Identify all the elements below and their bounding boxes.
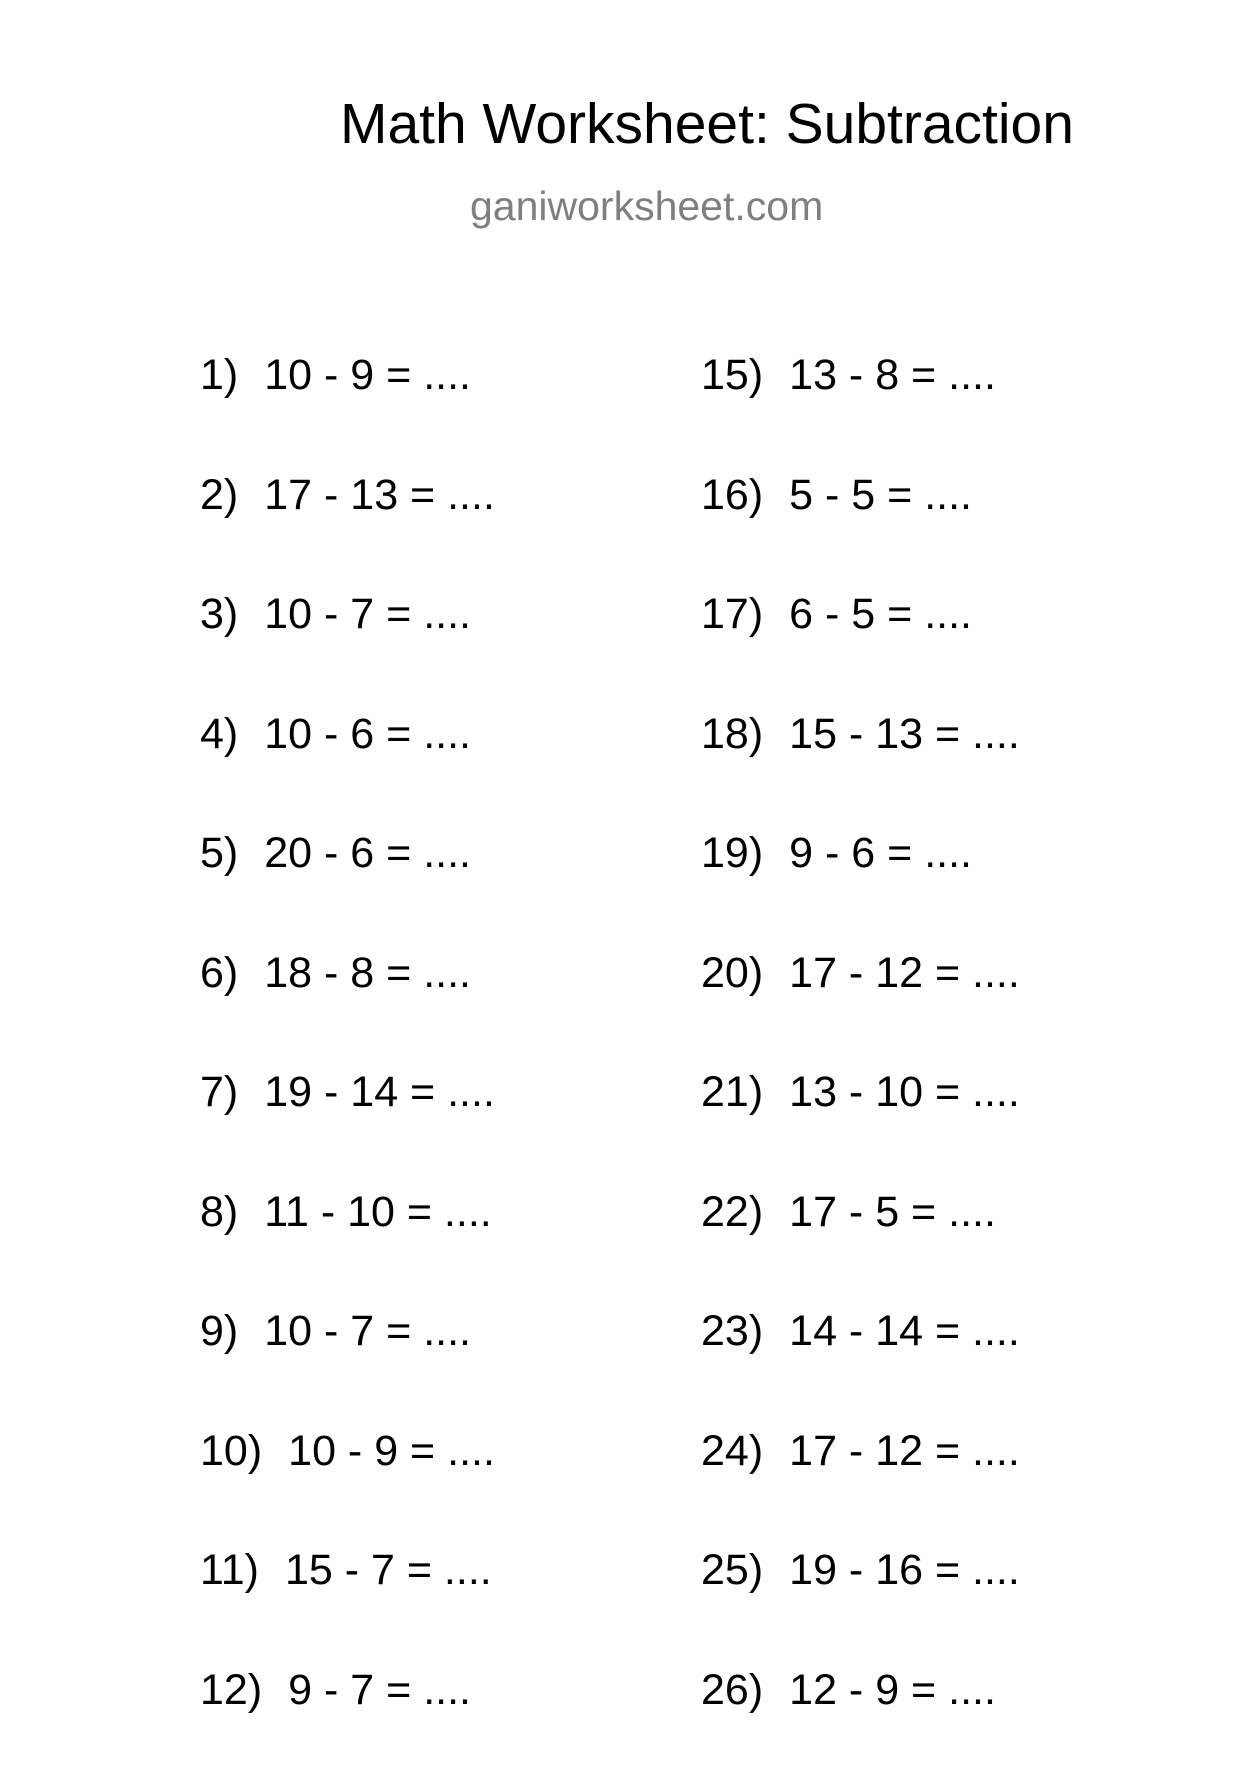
problem-expression: 17 - 5 = .... (789, 1191, 996, 1234)
problem-number: 18) (701, 713, 763, 756)
problem-number: 6) (200, 952, 238, 995)
problem-expression: 10 - 6 = .... (264, 713, 471, 756)
problem-item (200, 593, 495, 713)
problem-expression: 10 - 9 = .... (264, 354, 471, 397)
problem-item (701, 474, 1020, 594)
problem-number: 16) (701, 474, 763, 517)
problem-number: 5) (200, 832, 238, 875)
problem-item (701, 1191, 1020, 1311)
problem-expression: 5 - 5 = .... (789, 474, 972, 517)
problem-number: 12) (200, 1669, 262, 1712)
problem-item (701, 1071, 1020, 1191)
problem-item (701, 713, 1020, 833)
problem-item (200, 1191, 495, 1311)
left-problem-column (200, 354, 495, 1788)
problem-expression: 9 - 6 = .... (789, 832, 972, 875)
problem-item (200, 713, 495, 833)
problem-number: 22) (701, 1191, 763, 1234)
problem-item (200, 354, 495, 474)
problem-expression: 10 - 7 = .... (264, 1310, 471, 1353)
problem-number: 2) (200, 474, 238, 517)
problem-item (701, 1430, 1020, 1550)
problem-expression: 14 - 14 = .... (789, 1310, 1020, 1353)
problem-expression: 17 - 12 = .... (789, 1430, 1020, 1473)
problem-number: 9) (200, 1310, 238, 1353)
problem-expression: 13 - 10 = .... (789, 1071, 1020, 1114)
problem-expression: 17 - 12 = .... (789, 952, 1020, 995)
right-problem-column (701, 354, 1020, 1788)
problem-number: 4) (200, 713, 238, 756)
problem-number: 7) (200, 1071, 238, 1114)
problem-item (200, 1549, 495, 1669)
problem-number: 26) (701, 1669, 763, 1712)
problem-item (200, 952, 495, 1072)
problem-number: 21) (701, 1071, 763, 1114)
problem-number: 19) (701, 832, 763, 875)
problem-expression: 10 - 7 = .... (264, 593, 471, 636)
problem-item (200, 1310, 495, 1430)
website-label: ganiworksheet.com (470, 186, 823, 227)
problem-item (701, 1310, 1020, 1430)
problem-number: 8) (200, 1191, 238, 1234)
problem-item (701, 354, 1020, 474)
problem-number: 24) (701, 1430, 763, 1473)
problem-item (701, 832, 1020, 952)
problem-item (200, 474, 495, 594)
problem-number: 25) (701, 1549, 763, 1592)
problem-item (701, 952, 1020, 1072)
problem-item (701, 1549, 1020, 1669)
problem-number: 23) (701, 1310, 763, 1353)
problem-item (200, 1430, 495, 1550)
problem-expression: 9 - 7 = .... (288, 1669, 471, 1712)
problem-expression: 12 - 9 = .... (789, 1669, 996, 1712)
problem-expression: 18 - 8 = .... (264, 952, 471, 995)
problem-expression: 13 - 8 = .... (789, 354, 996, 397)
problem-expression: 20 - 6 = .... (264, 832, 471, 875)
problem-expression: 15 - 7 = .... (285, 1549, 492, 1592)
problem-expression: 10 - 9 = .... (288, 1430, 495, 1473)
problem-expression: 17 - 13 = .... (264, 474, 495, 517)
worksheet-title: Math Worksheet: Subtraction (340, 96, 1074, 153)
problem-item (200, 1669, 495, 1788)
problem-number: 11) (200, 1549, 259, 1592)
problem-item (701, 1669, 1020, 1788)
problem-number: 10) (200, 1430, 262, 1473)
problem-expression: 19 - 14 = .... (264, 1071, 495, 1114)
problem-number: 1) (200, 354, 238, 397)
problem-item (701, 593, 1020, 713)
problem-expression: 15 - 13 = .... (789, 713, 1020, 756)
problem-expression: 19 - 16 = .... (789, 1549, 1020, 1592)
problem-number: 17) (701, 593, 763, 636)
problem-expression: 11 - 10 = .... (264, 1191, 491, 1234)
problem-expression: 6 - 5 = .... (789, 593, 972, 636)
problem-item (200, 1071, 495, 1191)
problem-number: 15) (701, 354, 763, 397)
problem-number: 3) (200, 593, 238, 636)
problem-item (200, 832, 495, 952)
problem-number: 20) (701, 952, 763, 995)
